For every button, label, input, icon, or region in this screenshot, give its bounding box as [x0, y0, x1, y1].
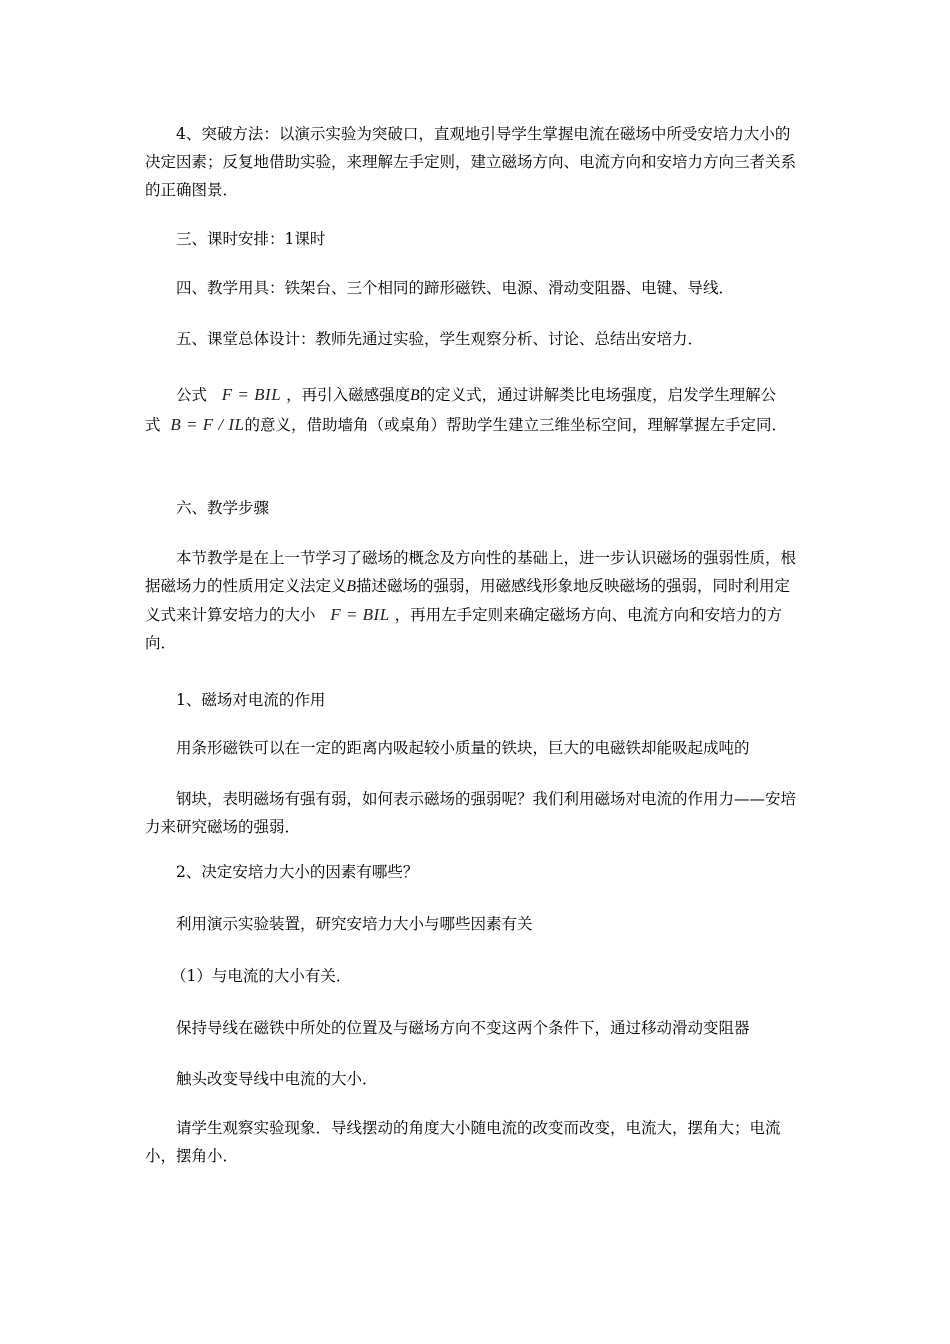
heading-magnetic-effect: 1、磁场对电流的作用 [176, 691, 326, 709]
symbol-b: B [346, 578, 356, 595]
paragraph-keep-conditions: 保持导线在磁铁中所处的位置及与磁场方向不变这两个条件下，通过移动滑动变阻器 [176, 1019, 750, 1037]
paragraph-teaching-steps: 六、教学步骤 [176, 499, 270, 517]
paragraph-magnet-example: 用条形磁铁可以在一定的距离内吸起较小质量的铁块，巨大的电磁铁却能吸起成吨的 [176, 739, 750, 757]
paragraph-breakthrough-method: 4、突破方法：以演示实验为突破口，直观地引导学生掌握电流在磁场中所受安培力大小的决定因素；反复地借助实验，来理解左手定则，建立磁场方向、电流方向和安培力方向三者关系的正确图景． [145, 125, 797, 199]
text-segment: 描述磁场的强弱，用磁感线形象地反映磁场的强弱，同时利用定义式来计算安培力的大小 [145, 577, 790, 624]
paragraph-lesson-summary [145, 544, 805, 657]
text-segment: ，再用左手定则来确定磁场方向、电流方向和安培力的方向． [145, 606, 783, 652]
paragraph-observation: 请学生观察实验现象．导线摆动的角度大小随电流的改变而改变，电流大，摆角大；电流小，摆角小． [145, 1119, 781, 1165]
heading-current-magnitude: （1）与电流的大小有关． [171, 967, 352, 985]
formula-f-bil: F = BIL [221, 385, 282, 404]
paragraph-formula-intro [145, 380, 805, 440]
paragraph-teaching-tools: 四、教学用具：铁架台、三个相同的蹄形磁铁、电源、滑动变阻器、电键、导线． [176, 279, 735, 297]
paragraph-ampere-force-intro: 钢块，表明磁场有强有弱，如何表示磁场的强弱呢？我们利用磁场对电流的作用力——安培力来研究磁场的强弱． [145, 790, 797, 836]
text-segment: 的定义式，通过讲解类比电场强度，启发学生理解公式 [145, 386, 777, 434]
text-segment: ，再引入磁感强度 [286, 386, 411, 404]
text-segment: 本节教学是在上一节学习了磁场的概念及方向性的基础上，进一步认识磁场的强弱性质，根据磁场力的性质用定义法定义 [145, 549, 797, 595]
paragraph-change-current: 触头改变导线中电流的大小． [176, 1070, 378, 1088]
paragraph-class-hours: 三、课时安排：1课时 [176, 230, 326, 248]
symbol-b: B [410, 387, 420, 404]
paragraph-overall-design: 五、课堂总体设计：教师先通过实验，学生观察分析、讨论、总结出安培力． [176, 330, 704, 348]
heading-force-factors: 2、决定安培力大小的因素有哪些？ [176, 863, 419, 881]
paragraph-demo-setup: 利用演示实验装置，研究安培力大小与哪些因素有关 [176, 915, 533, 933]
text-segment: 的意义，借助墙角（或桌角）帮助学生建立三维坐标空间，理解掌握左手定同． [244, 416, 787, 434]
formula-f-bil: F = BIL [330, 605, 390, 624]
formula-b-f-il: B = F / IL [170, 415, 245, 434]
text-segment: 公式 [176, 386, 208, 404]
